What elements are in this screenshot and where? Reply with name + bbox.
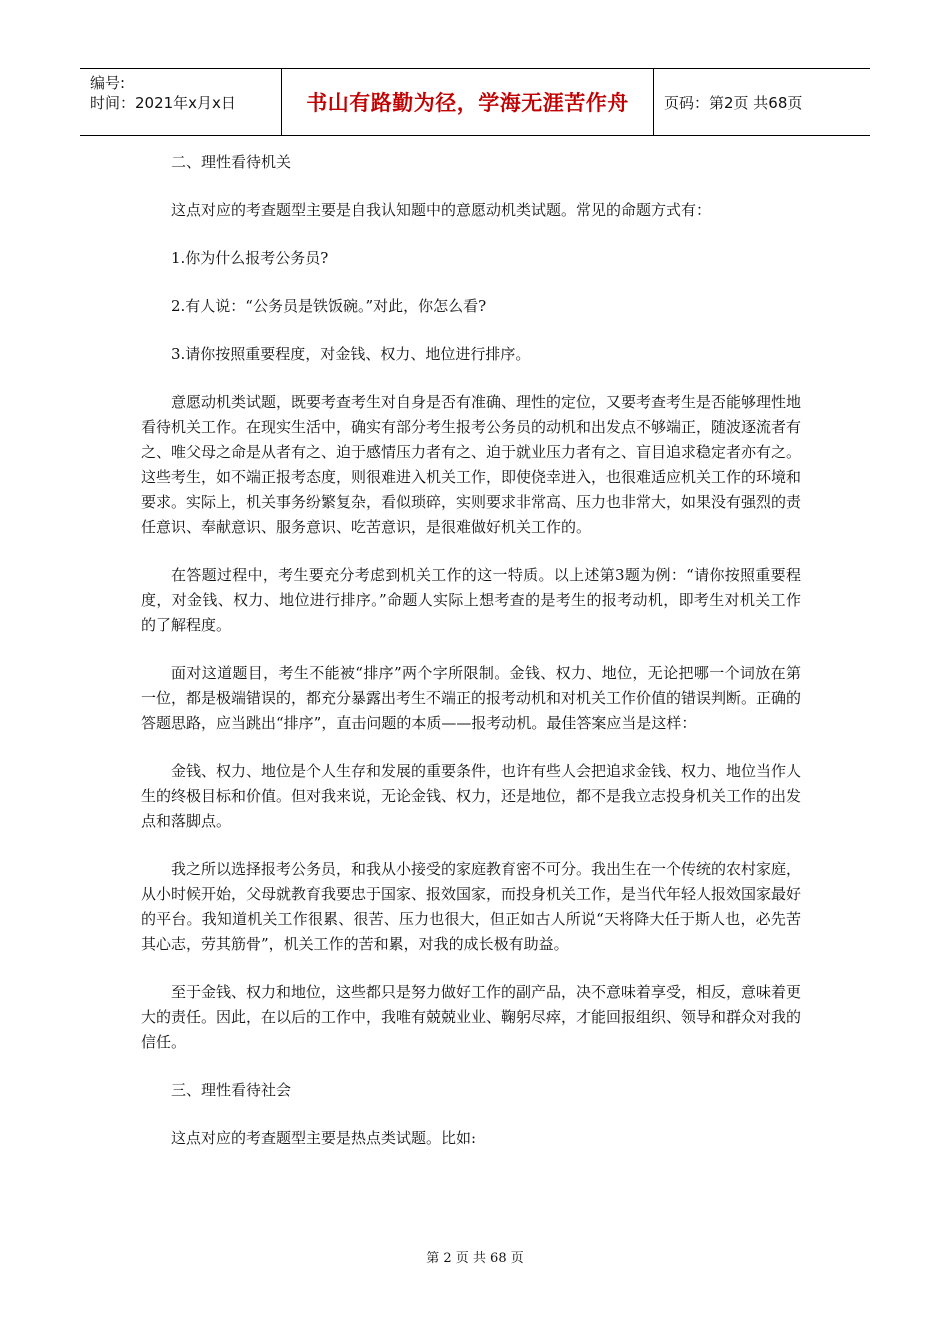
paragraph: 面对这道题目，考生不能被“排序”两个字所限制。金钱、权力、地位，无论把哪一个词放在第一位，都是极端错误的，都充分暴露出考生不端正的报考动机和对机关工作价值的错误判断。正确的答题思路，应当跳出“排序”，直击问题的本质——报考动机。最佳答案应当是这样： [141,664,802,732]
paragraph: 这点对应的考查题型主要是热点类试题。比如: [171,1129,477,1147]
paragraph: 金钱、权力、地位是个人生存和发展的重要条件，也许有些人会把追求金钱、权力、地位当作人生的终极目标和价值。但对我来说，无论金钱、权力，还是地位，都不是我立志投身机关工作的出发点和落脚点。 [141,762,802,830]
paragraph: 这点对应的考查题型主要是自我认知题中的意愿动机类试题。常见的命题方式有： [171,201,712,219]
paragraph: 我之所以选择报考公务员，和我从小接受的家庭教育密不可分。我出生在一个传统的农村家庭，从小时候开始，父母就教育我要忠于国家、报效国家，而投身机关工作，是当代年轻人报效国家最好的平台。我知道机关工作很累、很苦、压力也很大，但正如古人所说“天将降大任于斯人也，必先苦其心志，劳其筋骨”，机关工作的苦和累，对我的成长极有助益。 [141,860,802,953]
paragraph: 至于金钱、权力和地位，这些都只是努力做好工作的副产品，决不意味着享受，相反，意味着更大的责任。因此，在以后的工作中，我唯有兢兢业业、鞠躬尽瘁，才能回报组织、领导和群众对我的信任。 [141,983,802,1051]
paragraph: 意愿动机类试题，既要考查考生对自身是否有准确、理性的定位，又要考查考生是否能够理性地看待机关工作。在现实生活中，确实有部分考生报考公务员的动机和出发点不够端正，随波逐流者有之、唯父母之命是从者有之、迫于感情压力者有之、迫于就业压力者有之、盲目追求稳定者亦有之。这些考生，如不端正报考态度，则很难进入机关工作，即使侥幸进入，也很难适应机关工作的环境和要求。实际上，机关事务纷繁复杂，看似琐碎，实则要求非常高、压力也非常大，如果没有强烈的责任意识、奉献意识、服务意识、吃苦意识，是很难做好机关工作的。 [141,393,802,536]
document-body [141,150,801,1174]
header-page-info: 页码：第2页 共68页 [664,93,803,112]
header-motto: 书山有路勤为径，学海无涯苦作舟 [282,69,654,135]
paragraph: 在答题过程中，考生要充分考虑到机关工作的这一特质。以上述第3题为例：“请你按照重要程度，对金钱、权力、地位进行排序。”命题人实际上想考查的是考生的报考动机，即考生对机关工作的了解程度。 [141,566,801,634]
document-header [80,68,870,136]
page-footer: 第 2 页 共 68 页 [426,1251,524,1266]
number-label: 编号: [90,74,126,92]
section-heading: 二、理性看待机关 [171,153,292,171]
header-meta [80,69,282,135]
list-item: 3.请你按照重要程度，对金钱、权力、地位进行排序。 [171,345,531,363]
section-heading: 三、理性看待社会 [171,1081,292,1099]
time-label: 时间：2021年x月x日 [90,94,236,112]
list-item: 1.你为什么报考公务员? [171,249,329,267]
list-item: 2.有人说：“公务员是铁饭碗。”对此，你怎么看? [171,297,487,315]
